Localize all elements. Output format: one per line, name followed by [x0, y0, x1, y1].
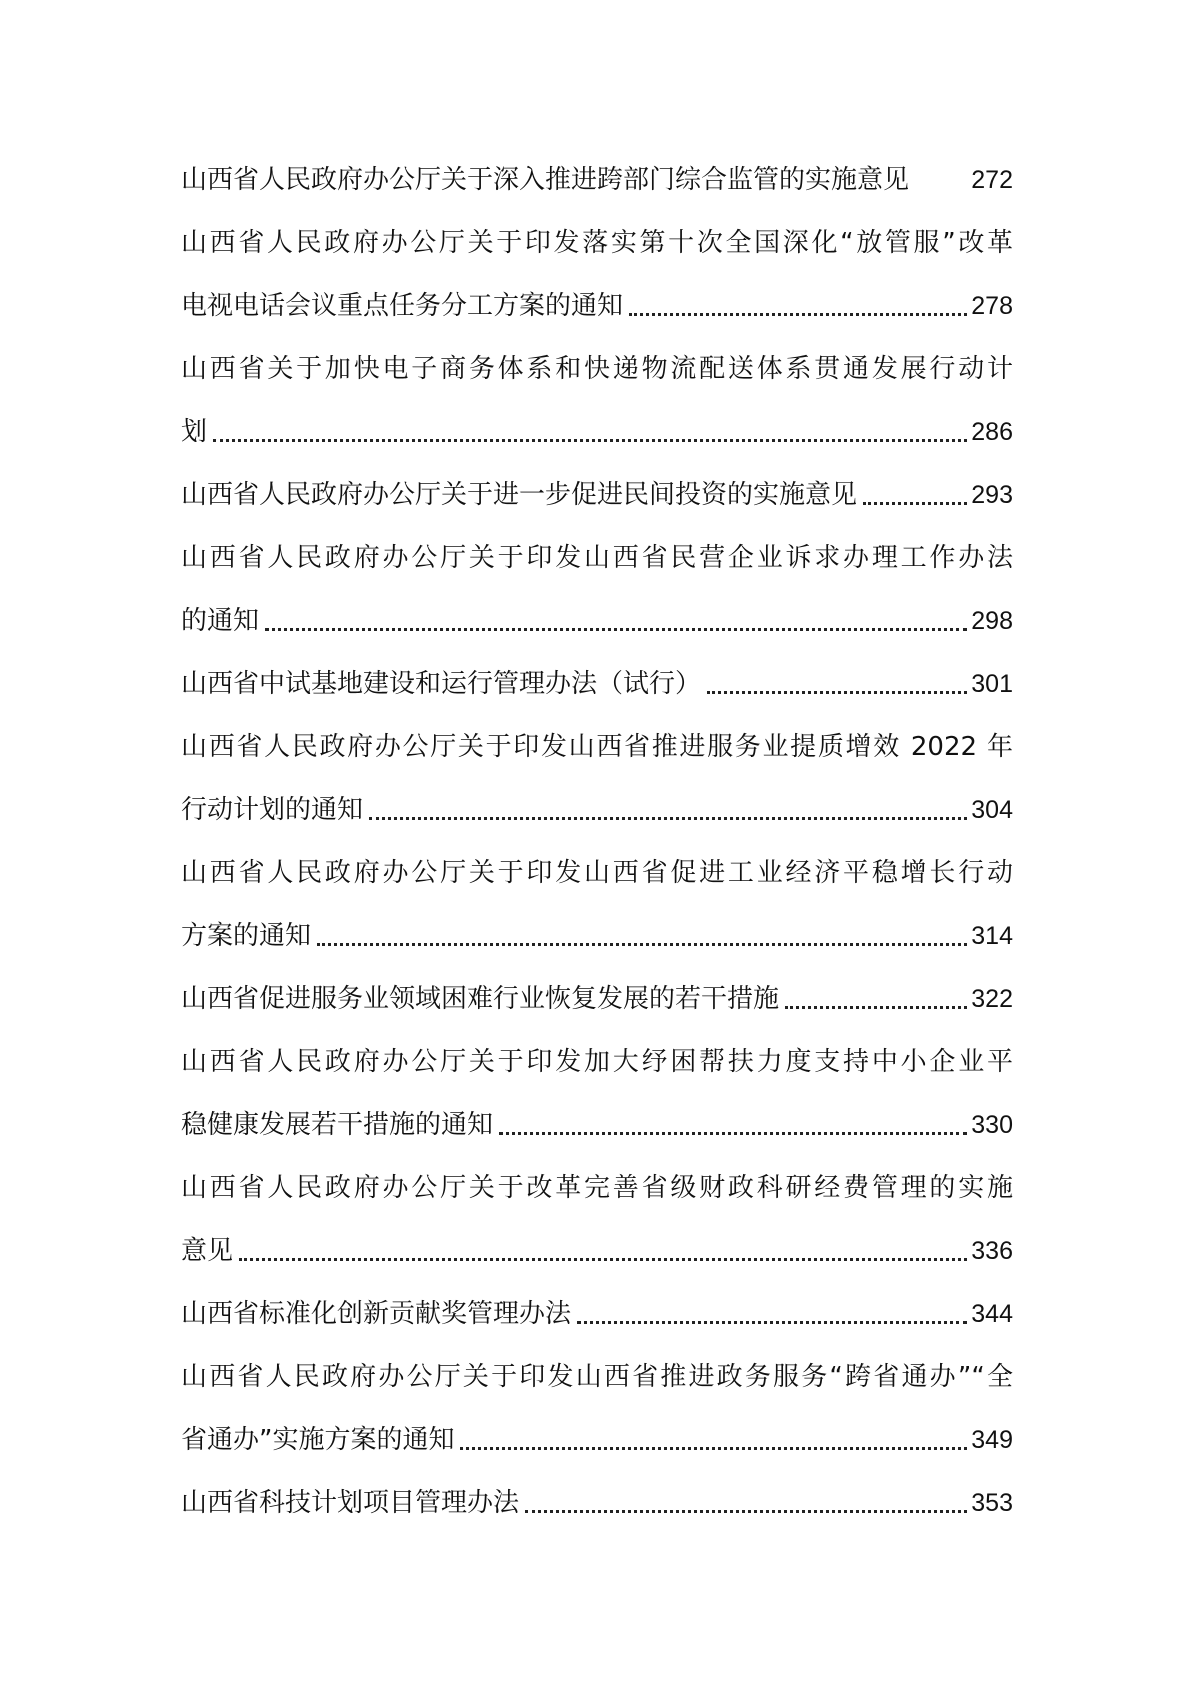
toc-entry-title: 山西省人民政府办公厅关于印发山西省推进政务服务“跨省通办”“全 — [181, 1361, 1013, 1392]
toc-entry-line[interactable] — [181, 1093, 1013, 1156]
toc-page-number: 314 — [971, 921, 1013, 950]
toc-entry-line[interactable] — [181, 652, 1013, 715]
toc-entry-line[interactable] — [181, 589, 1013, 652]
toc-entry-line[interactable] — [181, 400, 1013, 463]
toc-entry-title: 山西省关于加快电子商务体系和快递物流配送体系贯通发展行动计 — [181, 353, 1013, 384]
dot-leader — [499, 1132, 967, 1135]
toc-entry-title: 山西省促进服务业领域困难行业恢复发展的若干措施 — [181, 983, 780, 1014]
toc-page-number: 278 — [971, 291, 1013, 320]
table-of-contents — [181, 148, 1013, 1534]
toc-entry-title-continued: 意见 — [181, 1235, 234, 1266]
toc-entry-title: 山西省人民政府办公厅关于印发落实第十次全国深化“放管服”改革 — [181, 227, 1013, 258]
toc-entry-line[interactable] — [181, 1030, 1013, 1093]
toc-page-number: 298 — [971, 606, 1013, 635]
toc-entry-line[interactable] — [181, 967, 1013, 1030]
toc-page-number: 272 — [971, 165, 1013, 194]
toc-entry-line[interactable] — [181, 526, 1013, 589]
toc-entry-title-continued: 的通知 — [181, 605, 260, 636]
dot-leader — [863, 502, 967, 505]
dot-leader — [460, 1447, 967, 1450]
toc-page-number: 293 — [971, 480, 1013, 509]
toc-entry-title: 山西省人民政府办公厅关于印发加大纾困帮扶力度支持中小企业平 — [181, 1046, 1013, 1077]
toc-entry-line[interactable] — [181, 337, 1013, 400]
toc-entry-line[interactable] — [181, 1345, 1013, 1408]
toc-entry-line[interactable] — [181, 1282, 1013, 1345]
toc-entry-title: 山西省人民政府办公厅关于进一步促进民间投资的实施意见 — [181, 479, 858, 510]
dot-leader — [629, 313, 967, 316]
toc-entry-line[interactable] — [181, 1471, 1013, 1534]
toc-entry-line[interactable] — [181, 1219, 1013, 1282]
dot-leader — [525, 1510, 967, 1513]
dot-leader — [265, 628, 967, 631]
toc-page-number: 330 — [971, 1110, 1013, 1139]
toc-entry-line[interactable] — [181, 715, 1013, 778]
toc-entry-title: 山西省科技计划项目管理办法 — [181, 1487, 520, 1518]
toc-entry-line[interactable] — [181, 904, 1013, 967]
toc-entry-line[interactable] — [181, 841, 1013, 904]
dot-leader — [785, 1006, 967, 1009]
toc-entry-title-continued: 省通办”实施方案的通知 — [181, 1424, 455, 1455]
toc-page-number: 349 — [971, 1425, 1013, 1454]
toc-entry-line[interactable] — [181, 778, 1013, 841]
toc-entry-title-continued: 行动计划的通知 — [181, 794, 364, 825]
toc-page-number: 322 — [971, 984, 1013, 1013]
dot-leader — [317, 943, 967, 946]
dot-leader — [213, 439, 967, 442]
toc-page-number: 286 — [971, 417, 1013, 446]
toc-entry-line[interactable] — [181, 148, 1013, 211]
toc-page-number: 301 — [971, 669, 1013, 698]
toc-entry-title: 山西省人民政府办公厅关于改革完善省级财政科研经费管理的实施 — [181, 1172, 1013, 1203]
toc-entry-title: 山西省人民政府办公厅关于深入推进跨部门综合监管的实施意见 — [181, 164, 910, 195]
toc-page-number: 336 — [971, 1236, 1013, 1265]
toc-page-number: 344 — [971, 1299, 1013, 1328]
toc-entry-title-continued: 方案的通知 — [181, 920, 312, 951]
toc-entry-title: 山西省人民政府办公厅关于印发山西省推进服务业提质增效 2022 年 — [181, 731, 1013, 762]
toc-entry-title: 山西省中试基地建设和运行管理办法（试行） — [181, 668, 702, 699]
dot-leader — [369, 817, 967, 820]
dot-leader — [577, 1321, 967, 1324]
toc-entry-title-continued: 划 — [181, 416, 208, 447]
toc-entry-title: 山西省人民政府办公厅关于印发山西省民营企业诉求办理工作办法 — [181, 542, 1013, 573]
toc-entry-title: 山西省标准化创新贡献奖管理办法 — [181, 1298, 572, 1329]
toc-entry-line[interactable] — [181, 274, 1013, 337]
toc-entry-line[interactable] — [181, 1408, 1013, 1471]
toc-page-number: 353 — [971, 1488, 1013, 1517]
toc-entry-title-continued: 电视电话会议重点任务分工方案的通知 — [181, 290, 624, 321]
toc-entry-title: 山西省人民政府办公厅关于印发山西省促进工业经济平稳增长行动 — [181, 857, 1013, 888]
toc-entry-line[interactable] — [181, 211, 1013, 274]
dot-leader — [239, 1258, 967, 1261]
dot-leader — [707, 691, 967, 694]
toc-entry-line[interactable] — [181, 463, 1013, 526]
toc-page-number: 304 — [971, 795, 1013, 824]
toc-entry-line[interactable] — [181, 1156, 1013, 1219]
toc-entry-title-continued: 稳健康发展若干措施的通知 — [181, 1109, 494, 1140]
